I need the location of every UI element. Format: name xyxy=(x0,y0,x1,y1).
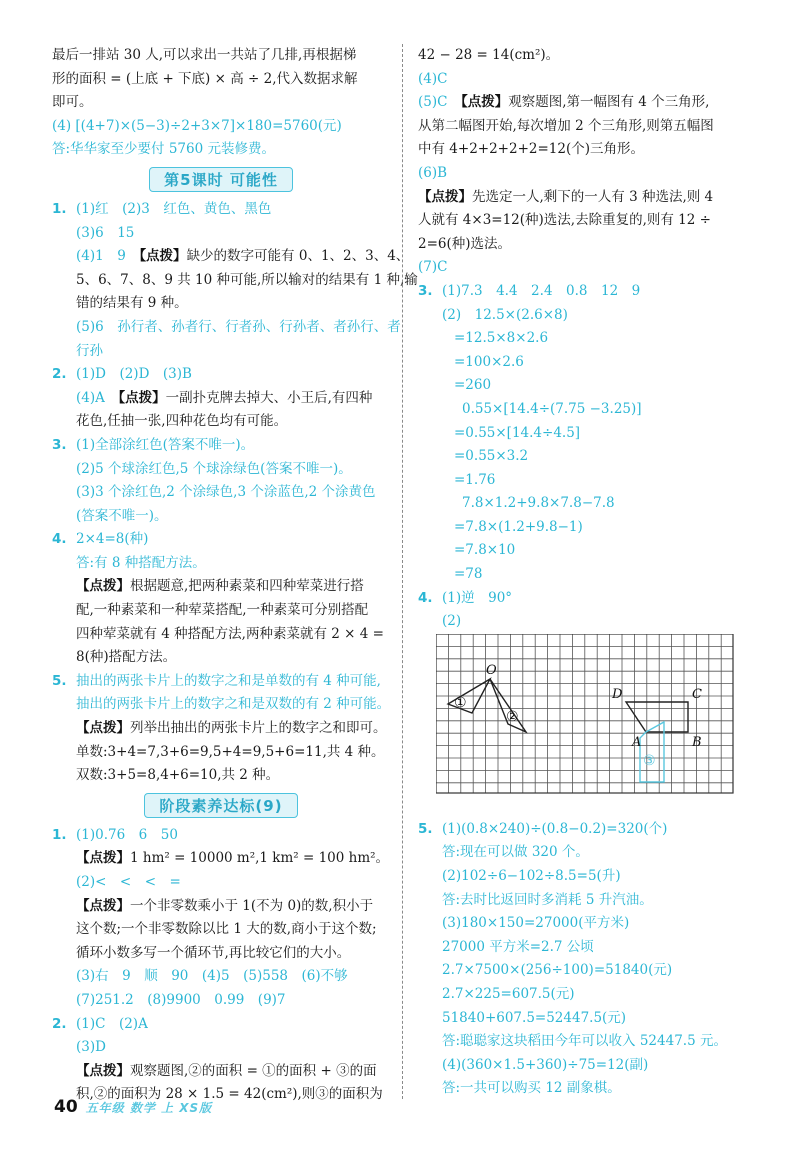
answer-line: (2)5 个球涂红色,5 个球涂绿色(答案不唯一)。 xyxy=(76,460,352,477)
hint-line: 错的结果有 9 种。 xyxy=(76,295,188,312)
question-number: 2. xyxy=(52,366,67,383)
grid-diagram xyxy=(436,634,734,814)
answer-line: (7)251.2 (8)9900 0.99 (9)7 xyxy=(76,991,286,1008)
answer-line xyxy=(52,1013,390,1037)
answer-line xyxy=(52,824,390,848)
hint-line xyxy=(418,91,756,115)
answer-text: (1)(0.8×240)÷(0.8−0.2)=320(个) xyxy=(442,820,668,837)
hint-text: 1 hm² = 10000 m²,1 km² = 100 hm²。 xyxy=(130,850,390,867)
calc-line: =78 xyxy=(454,566,483,583)
hint-line: 单数:3+4=7,3+6=9,5+4=9,5+6=11,共 4 种。 xyxy=(76,743,385,760)
answer-line: (4)C xyxy=(418,70,448,87)
answer-line: (6)B xyxy=(418,164,448,181)
hint-line: 配,一种素菜和一种荤菜搭配,一种素菜可分别搭配 xyxy=(76,602,369,619)
page-footer xyxy=(54,1092,212,1122)
answer-text: (4)A xyxy=(76,389,119,406)
answer-line: (3)D xyxy=(76,1039,106,1056)
answer-text: 抽出的两张卡片上的数字之和是单数的有 4 种可能, xyxy=(76,672,381,689)
answer-line: (2)102÷6−102÷8.5=5(升) xyxy=(442,868,621,885)
answer-line xyxy=(418,587,756,611)
question-number: 4. xyxy=(418,589,433,606)
answer-text: (1)逆 90° xyxy=(442,589,513,606)
calc-line: =260 xyxy=(454,377,492,394)
circle-1-label: ① xyxy=(454,694,467,711)
hint-line: 5、6、7、8、9 共 10 种可能,所以输对的结果有 1 种,输 xyxy=(76,271,418,288)
answer-text: (1)0.76 6 50 xyxy=(76,826,178,843)
hint-tag: 【点拨】 xyxy=(76,850,130,867)
circle-2-label: ② xyxy=(506,708,519,725)
answer-line xyxy=(52,670,390,694)
hint-text: 缺少的数字可能有 0、1、2、3、4、 xyxy=(186,248,410,265)
hint-tag: 【点拨】 xyxy=(118,389,166,406)
stage-header xyxy=(52,788,390,824)
answer-line: 答:聪聪家这块稻田今年可以收入 52447.5 元。 xyxy=(442,1033,727,1050)
hint-line: 从第二幅图开始,每次增加 2 个三角形,则第五幅图 xyxy=(418,117,714,134)
hint-tag: 【点拨】 xyxy=(460,94,509,111)
hint-line xyxy=(418,186,756,210)
hint-line xyxy=(52,387,390,411)
answer-text: (4)1 9 xyxy=(76,248,140,265)
hint-line xyxy=(52,245,410,269)
answer-line: 2.7×7500×(256÷100)=51840(元) xyxy=(442,962,673,979)
answer-line: (5)6 孙行者、孙者行、行者孙、行孙者、者孙行、者 xyxy=(76,318,401,335)
hint-line: 循环小数多写一个循环节,再比较它们的大小。 xyxy=(76,944,351,961)
point-c-label: C xyxy=(692,686,702,702)
answer-line xyxy=(52,528,390,552)
stage-title: 阶段素养达标(9) xyxy=(144,793,297,818)
hint-line xyxy=(52,717,390,741)
answer-line: 答:现在可以做 320 个。 xyxy=(442,844,589,861)
answer-line: 51840+607.5=52447.5(元) xyxy=(442,1009,627,1026)
footer-label: 五年级 数学 上 XS版 xyxy=(85,1100,213,1115)
point-b-label: B xyxy=(692,734,702,750)
hint-text: 一副扑克牌去掉大、小王后,有四种 xyxy=(165,389,373,406)
hint-line: 花色,任抽一张,四种花色均有可能。 xyxy=(76,413,288,430)
rotated-shape-3 xyxy=(640,722,664,782)
question-number: 3. xyxy=(418,282,433,299)
point-a-label: A xyxy=(632,734,642,750)
answer-line: 答:去时比返回时多消耗 5 升汽油。 xyxy=(442,891,653,908)
hint-tag: 【点拨】 xyxy=(76,897,130,914)
hint-line: 人就有 4×3=12(种)选法,去除重复的,则有 12 ÷ xyxy=(418,212,711,229)
answer-line: (2) xyxy=(442,613,462,630)
answer-line xyxy=(52,434,390,458)
hint-tag: 【点拨】 xyxy=(139,248,187,265)
answer-line: 答:有 8 种搭配方法。 xyxy=(76,554,206,571)
question-number: 5. xyxy=(52,672,67,689)
answer-line xyxy=(418,280,756,304)
calc-expression: 0.55×[14.4÷(7.75 −3.25)] xyxy=(462,400,642,417)
hint-line xyxy=(52,1060,390,1084)
hint-line: 双数:3+5=8,4+6=10,共 2 种。 xyxy=(76,767,280,784)
answer-text: 2×4=8(种) xyxy=(76,531,149,548)
answer-line xyxy=(52,363,390,387)
question-number: 4. xyxy=(52,531,67,548)
circle-3-label: ③ xyxy=(643,752,656,769)
question-number: 5. xyxy=(418,820,433,837)
answer-text: (1)全部涂红色(答案不唯一)。 xyxy=(76,436,255,453)
calc-line: =7.8×(1.2+9.8−1) xyxy=(454,518,583,535)
page-number: 40 xyxy=(54,1097,78,1117)
hint-text: 根据题意,把两种素菜和四种荤菜进行搭 xyxy=(130,578,364,595)
hint-text: 列举出抽出的两张卡片上的数字之和即可。 xyxy=(130,720,387,737)
hint-text: 观察题图,第一幅图有 4 个三角形, xyxy=(508,94,710,111)
answer-line xyxy=(418,818,756,842)
hint-tag: 【点拨】 xyxy=(418,188,472,205)
text-line: 形的面积 = (上底 + 下底) × 高 ÷ 2,代入数据求解 xyxy=(52,70,358,87)
answer-line: (2)< < < = xyxy=(76,874,181,890)
hint-line: 中有 4+2+2+2+2=12(个)三角形。 xyxy=(418,141,645,158)
hint-line xyxy=(52,847,390,871)
answer-line: 行孙 xyxy=(76,342,103,359)
hint-tag: 【点拨】 xyxy=(76,578,130,595)
calc-line: =0.55×3.2 xyxy=(454,448,529,465)
question-number: 3. xyxy=(52,436,67,453)
answer-line: (3)3 个涂红色,2 个涂绿色,3 个涂蓝色,2 个涂黄色 xyxy=(76,484,376,501)
point-o-label: O xyxy=(486,662,497,678)
column-divider xyxy=(402,44,403,1099)
answer-line: (3)180×150=27000(平方米) xyxy=(442,915,630,932)
hint-tag: 【点拨】 xyxy=(76,720,130,737)
trapezoid-abcd xyxy=(626,702,688,732)
answer-text: (1)D (2)D (3)B xyxy=(76,366,192,383)
hint-line xyxy=(52,895,390,919)
calc-line: =0.55×[14.4÷4.5] xyxy=(454,424,581,441)
hint-line xyxy=(52,575,390,599)
answer-line: 27000 平方米=2.7 公顷 xyxy=(442,938,594,955)
answer-text: (1)7.3 4.4 2.4 0.8 12 9 xyxy=(442,282,641,299)
question-number: 1. xyxy=(52,826,67,843)
answer-line: (答案不唯一)。 xyxy=(76,507,168,524)
hint-line: 这个数;一个非零数除以比 1 大的数,商小于这个数; xyxy=(76,921,377,938)
answer-line: (3)6 15 xyxy=(76,224,135,241)
answer-text: (5)C xyxy=(418,94,461,111)
text-line: 最后一排站 30 人,可以求出一共站了几排,再根据梯 xyxy=(52,47,357,63)
hint-line: 积,②的面积为 28 × 1.5 = 42(cm²),则③的面积为 xyxy=(76,1086,383,1103)
calc-line: =7.8×10 xyxy=(454,542,516,559)
hint-line: 2=6(种)选法。 xyxy=(418,235,512,252)
hint-tag: 【点拨】 xyxy=(76,1062,130,1079)
question-number: 2. xyxy=(52,1015,67,1032)
point-d-label: D xyxy=(612,686,623,702)
question-number: 1. xyxy=(52,200,67,217)
answer-text: (1)C (2)A xyxy=(76,1015,148,1032)
answer-line: 答:一共可以购买 12 副象棋。 xyxy=(442,1080,621,1097)
text-line: 42 − 28 = 14(cm²)。 xyxy=(418,47,560,63)
answer-line: (3)右 9 顺 90 (4)5 (5)558 (6)不够 xyxy=(76,968,348,985)
calc-line: =100×2.6 xyxy=(454,353,524,370)
calc-line: =12.5×8×2.6 xyxy=(454,330,549,347)
right-column xyxy=(418,44,756,1101)
hint-text: 观察题图,②的面积 = ①的面积 + ③的面 xyxy=(130,1062,377,1079)
text-line: 即可。 xyxy=(52,94,93,111)
hint-text: 先选定一人,剩下的一人有 3 种选法,则 4 xyxy=(472,188,714,205)
answer-line: 2.7×225=607.5(元) xyxy=(442,986,575,1002)
hint-line: 8(种)搭配方法。 xyxy=(76,649,177,666)
grid-figure xyxy=(418,634,756,818)
hint-text: 一个非零数乘小于 1(不为 0)的数,积小于 xyxy=(130,897,374,914)
answer-line: (4)(360×1.5+360)÷75=12(副) xyxy=(442,1056,649,1073)
lesson5-title: 第5课时 可能性 xyxy=(149,167,293,192)
answer-line: (4) [(4+7)×(5−3)÷2+3×7]×180=5760(元) xyxy=(52,117,342,134)
answer-line: 抽出的两张卡片上的数字之和是双数的有 2 种可能。 xyxy=(76,696,391,713)
answer-line: 答:华华家至少要付 5760 元装修费。 xyxy=(52,141,275,158)
answer-line xyxy=(52,198,390,222)
hint-line: 四种荤菜就有 4 种搭配方法,两种素菜就有 2 × 4 = xyxy=(76,625,384,642)
lesson-header xyxy=(52,162,390,198)
calc-line: =1.76 xyxy=(454,471,496,488)
answer-line: (2) 12.5×(2.6×8) xyxy=(442,306,568,323)
calc-expression: 7.8×1.2+9.8×7.8−7.8 xyxy=(462,495,615,512)
answer-text: (1)红 (2)3 红色、黄色、黑色 xyxy=(76,200,272,217)
left-column xyxy=(52,44,418,1107)
answer-line: (7)C xyxy=(418,259,448,276)
